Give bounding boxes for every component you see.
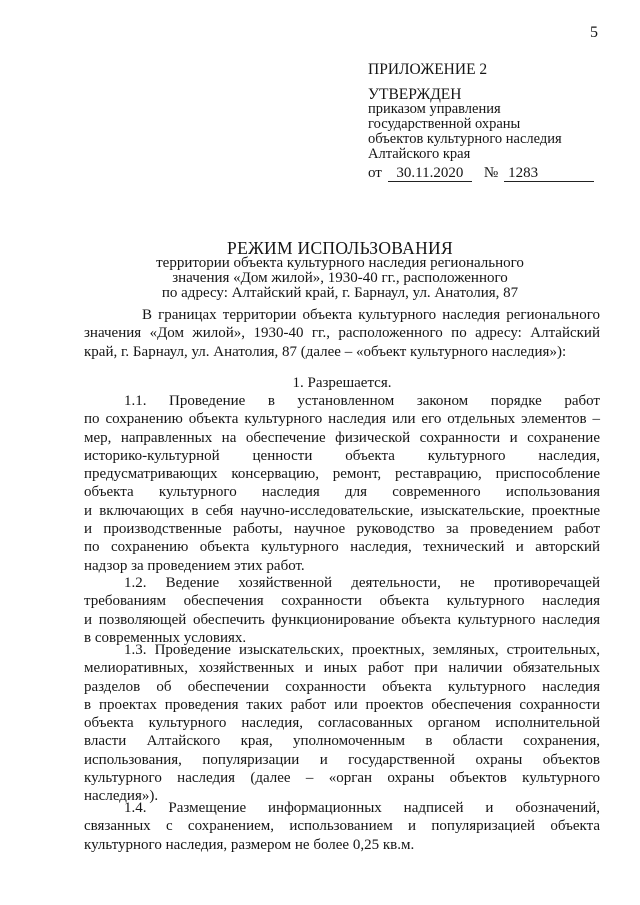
text-line: край, г. Барнаул, ул. Анатолия, 87 (далее – «объект культурного наследия»): (84, 343, 567, 360)
text-line: и включающих в себя научно-исследовательские, изыскательские, проектные (84, 502, 600, 519)
section-1-heading: 1. Разрешается. (292, 375, 392, 391)
appendix-title: ПРИЛОЖЕНИЕ 2 (368, 61, 488, 78)
text-line: в современных условиях. (84, 629, 247, 646)
subtitle-line: территории объекта культурного наследия регионального (156, 255, 524, 271)
text-line: культурного наследия (далее – «орган охраны объектов культурного (84, 770, 600, 787)
text-line: надзор за проведением этих работ. (84, 557, 305, 574)
text-line: использования, популяризации и государственной охраны объектов (84, 751, 600, 768)
subtitle-line: значения «Дом жилой», 1930-40 гг., расположенного (172, 270, 508, 286)
text-line: 1.2. Ведение хозяйственной деятельности, не противоречащей (124, 575, 600, 591)
order-number: 1283 (504, 165, 594, 182)
text-line: по сохранению объекта культурного наследия, технический и авторский (84, 539, 600, 556)
text-line: культурного наследия, размером не более 0,25 кв.м. (84, 836, 415, 853)
text-line: историко-культурной ценности объекта культурного наследия, (84, 447, 600, 464)
text-line: В границах территории объекта культурного наследия регионального (142, 307, 600, 323)
text-line: по сохранению объекта культурного наследия или его отдельных элементов – (84, 411, 600, 428)
number-label: № (483, 165, 499, 181)
approved-label: УТВЕРЖДЕН (368, 86, 462, 103)
order-date: 30.11.2020 (388, 165, 472, 182)
text-line: разделов об обеспечении сохранности объекта культурного наследия (84, 678, 600, 695)
item-1-3 (84, 641, 600, 806)
text-line: и позволяющей обеспечить функционирование объекта культурного наследия (84, 611, 600, 628)
item-1-2 (84, 574, 600, 647)
subtitle-line: по адресу: Алтайский край, г. Барнаул, ул. Анатолия, 87 (161, 285, 519, 301)
text-line: и производственные работы, научное руководство за проведением работ (84, 521, 600, 538)
document-title: РЕЖИМ ИСПОЛЬЗОВАНИЯ (227, 238, 453, 258)
text-line: мелиоративных, хозяйственных и иных работ при наличии обязательных (84, 660, 600, 677)
approval-line: Алтайского края (368, 146, 471, 162)
text-line: связанных с сохранением, использованием и популяризацией объекта (84, 818, 600, 835)
text-line: мер, направленных на обеспечение физической сохранности и сохранение (84, 429, 600, 446)
item-1-1 (84, 392, 600, 575)
order-date-number (368, 165, 608, 182)
page-number: 5 (590, 24, 598, 41)
text-line: 1.4. Размещение информационных надписей и обозначений, (124, 800, 600, 816)
approval-line: приказом управления (368, 101, 501, 117)
section-heading (84, 374, 600, 392)
intro-paragraph (84, 306, 600, 361)
item-1-4 (84, 799, 600, 854)
approval-line: объектов культурного наследия (368, 131, 562, 147)
text-line: в проектах проведения таких работ или проектов обеспечения сохранности (84, 696, 600, 713)
text-line: наследия»). (84, 788, 159, 805)
text-line: 1.3. Проведение изыскательских, проектных, земляных, строительных, (124, 642, 600, 658)
approval-block (368, 62, 608, 182)
date-label: от (368, 165, 382, 181)
text-line: объекта культурного наследия, согласованных органом исполнительной (84, 715, 600, 732)
text-line: требованиям обеспечения сохранности объекта культурного наследия (84, 593, 600, 610)
text-line: объекта культурного наследия для современного использования (84, 484, 600, 501)
text-line: 1.1. Проведение в установленном законом порядке работ (124, 393, 600, 409)
text-line: предусматривающих консервацию, ремонт, реставрацию, приспособление (84, 466, 600, 483)
text-line: власти Алтайского края, уполномоченным в области сохранения, (84, 733, 600, 750)
approval-line: государственной охраны (368, 116, 521, 132)
text-line: значения «Дом жилой», 1930-40 гг., расположенного по адресу: Алтайский (84, 325, 600, 342)
